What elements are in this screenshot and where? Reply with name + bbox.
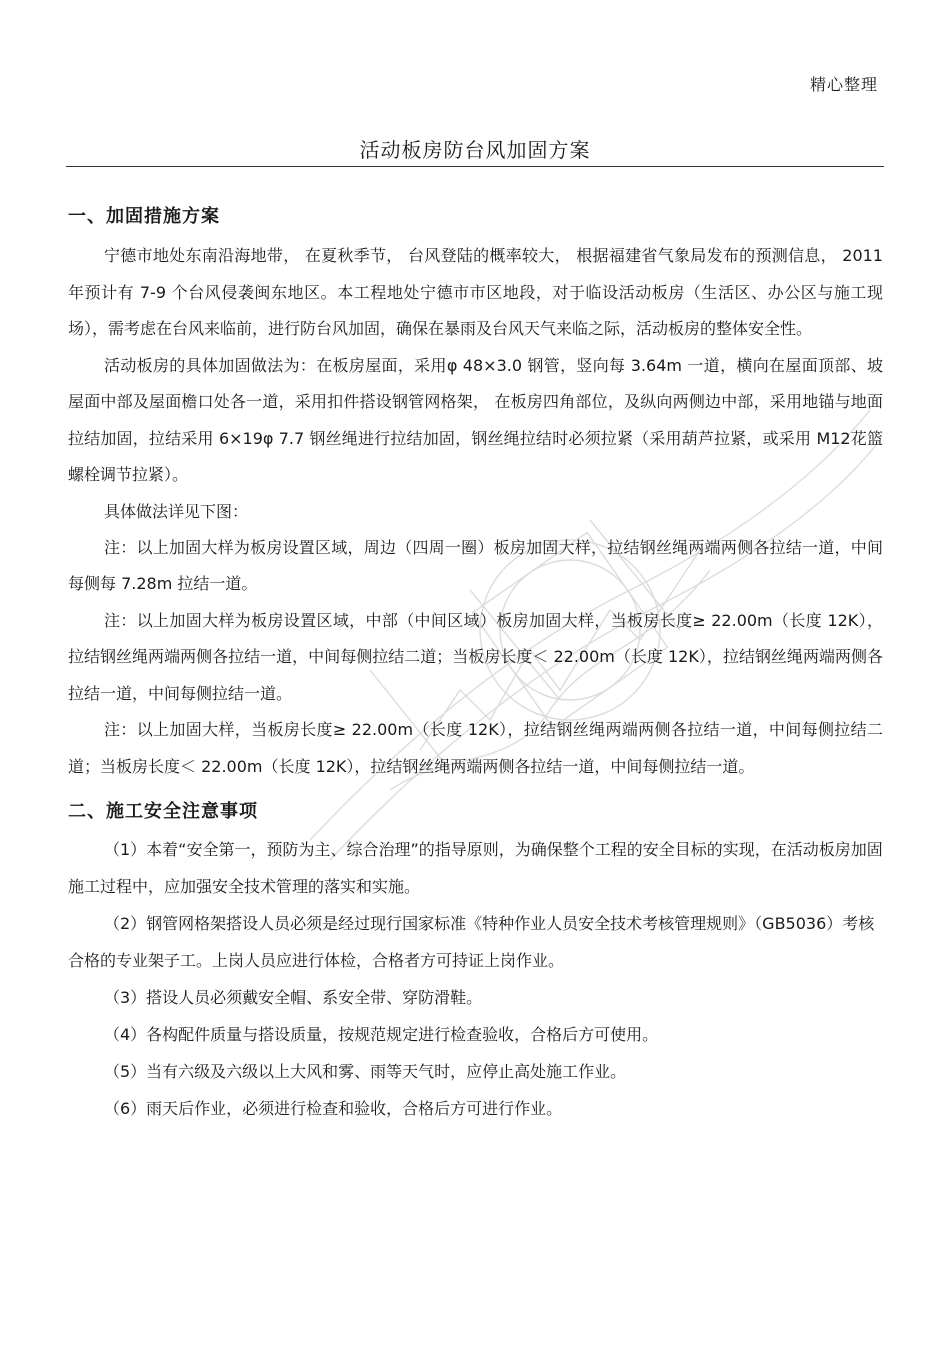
safety-item: （6）雨天后作业，必须进行检查和验收，合格后方可进行作业。: [104, 1099, 563, 1118]
page-title: 活动板房防台风加固方案: [359, 138, 591, 162]
safety-item: （4）各构配件质量与搭设质量，按规范规定进行检查验收，合格后方可使用。: [104, 1025, 659, 1044]
paragraph-note-length: 注：以上加固大样，当板房长度≥ 22.00m（长度 12K），拉结钢丝绳两端两侧各拉结一道，中间每侧拉结二道；当板房长度＜ 22.00m（长度 12K），拉结钢丝绳两端两侧各拉结一道，中间每侧拉结一道。: [68, 720, 883, 776]
paragraph-note-middle: 注：以上加固大样为板房设置区域，中部（中间区域）板房加固大样，当板房长度≥ 22.00m（长度 12K），拉结钢丝绳两端两侧各拉结一道，中间每侧拉结二道；当板房长度＜ 22.00m（长度 12K），拉结钢丝绳两端两侧各拉结一道，中间每侧拉结一道。: [68, 610, 883, 703]
safety-item: （5）当有六级及六级以上大风和雾、雨等天气时，应停止高处施工作业。: [104, 1062, 627, 1081]
paragraph-intro: 宁德市地处东南沿海地带， 在夏秋季节， 台风登陆的概率较大， 根据福建省气象局发布的预测信息， 2011 年预计有 7-9 个台风侵袭闽东地区。本工程地处宁德市市区地段，对于临设活动板房（生活区、办公区与施工现场），需考虑在台风来临前，进行防台风加固，确保在暴雨及台风天气来临之际，活动板房的整体安全性。: [68, 246, 883, 338]
section-heading-safety: 二、施工安全注意事项: [68, 801, 258, 822]
paragraph-method: 活动板房的具体加固做法为：在板房屋面，采用φ 48×3.0 钢管，竖向每 3.64m 一道，横向在屋面顶部、坡屋面中部及屋面檐口处各一道，采用扣件搭设钢管网格架， 在板房四角部位，及纵向两侧边中部，采用地锚与地面拉结加固，拉结采用 6×19φ 7.7 钢丝绳进行拉结加固，钢丝绳拉结时必须拉紧（采用葫芦拉紧，或采用 M12花篮螺栓调节拉紧）。: [68, 355, 883, 484]
paragraph-see-figure: 具体做法详见下图：: [104, 501, 249, 521]
section-heading-reinforcement: 一、加固措施方案: [68, 206, 220, 227]
title-divider: [66, 166, 884, 167]
header-note: 精心整理: [809, 75, 878, 94]
safety-item: （3）搭设人员必须戴安全帽、系安全带、穿防滑鞋。: [104, 988, 483, 1007]
paragraph-note-perimeter: 注：以上加固大样为板房设置区域，周边（四周一圈）板房加固大样，拉结钢丝绳两端两侧各拉结一道，中间每侧每 7.28m 拉结一道。: [68, 537, 883, 593]
document-body: [68, 198, 883, 1127]
safety-item: （1）本着“安全第一，预防为主、综合治理”的指导原则，为确保整个工程的安全目标的实现，在活动板房加固施工过程中，应加强安全技术管理的落实和实施。: [68, 840, 883, 896]
safety-item: （2）钢管网格架搭设人员必须是经过现行国家标准《特种作业人员安全技术考核管理规则》（GB5036）考核合格的专业架子工。上岗人员应进行体检，合格者方可持证上岗作业。: [68, 914, 875, 970]
